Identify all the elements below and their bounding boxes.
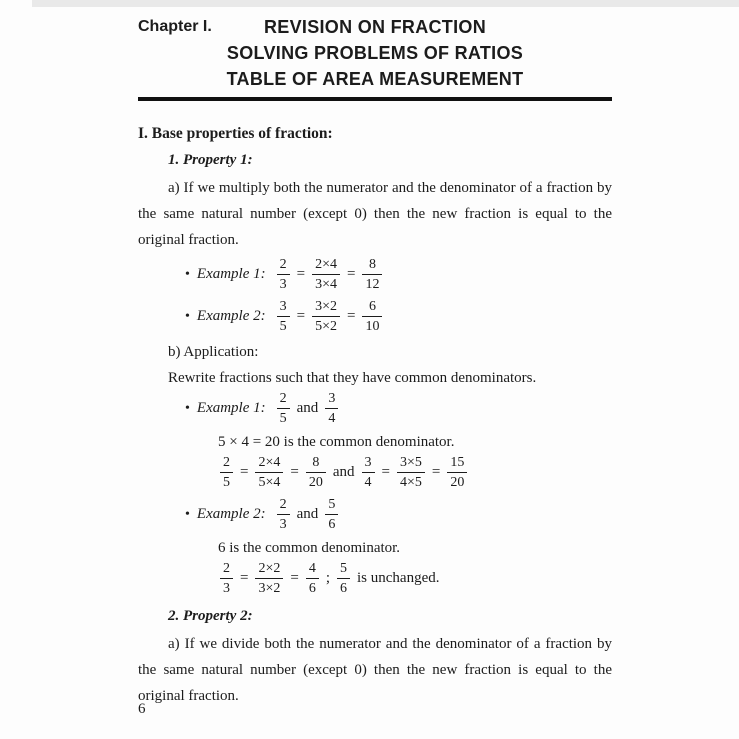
bullet-marker: • — [185, 506, 190, 522]
equation-text: = — [347, 308, 356, 324]
fraction — [306, 454, 326, 491]
fraction — [255, 454, 283, 491]
property1-heading: 1. Property 1: — [168, 151, 253, 168]
fraction-denominator: 5 — [223, 475, 230, 490]
fraction — [255, 560, 283, 597]
equation — [275, 390, 341, 427]
application-example2 — [138, 495, 612, 535]
fraction-denominator: 3 — [223, 581, 230, 596]
equation-text: = — [240, 570, 249, 586]
fraction-denominator: 3×4 — [315, 277, 338, 292]
fraction-numerator: 2×2 — [255, 560, 283, 579]
fraction-numerator: 4 — [306, 560, 319, 579]
application-heading: b) Application: — [168, 343, 259, 360]
fraction — [397, 454, 425, 491]
fraction-denominator: 3×2 — [258, 581, 281, 596]
fraction-denominator: 4 — [328, 411, 336, 426]
fraction-numerator: 3 — [362, 454, 375, 473]
application-example1-equation — [138, 453, 612, 493]
equation-text: = — [240, 464, 249, 480]
equation-text: = — [290, 464, 299, 480]
fraction-denominator: 4 — [364, 475, 372, 490]
equation-text: is unchanged. — [357, 570, 440, 586]
fraction — [277, 390, 290, 427]
fraction — [337, 560, 350, 597]
chapter-label: Chapter I. — [138, 18, 212, 35]
equation-text: = — [290, 570, 299, 586]
fraction-numerator: 3 — [277, 298, 290, 317]
fraction-numerator: 3×2 — [312, 298, 340, 317]
fraction — [325, 496, 338, 533]
title-rule — [138, 97, 612, 101]
fraction-numerator: 2 — [277, 496, 290, 515]
fraction-numerator: 3 — [325, 390, 338, 409]
fraction-numerator: 3×5 — [397, 454, 425, 473]
application-example1 — [138, 389, 612, 429]
fraction-denominator: 12 — [365, 277, 380, 292]
fraction-numerator: 2 — [277, 256, 290, 275]
application-example2-equation — [138, 559, 612, 599]
section-heading: I. Base properties of fraction: — [138, 124, 333, 142]
fraction-numerator: 5 — [325, 496, 338, 515]
equation-text: = — [296, 308, 306, 324]
example-label: Example 1: — [196, 400, 266, 416]
title-line-1: REVISION ON FRACTION — [263, 17, 486, 37]
fraction-denominator: 6 — [308, 581, 316, 596]
equation-text: = — [347, 266, 356, 282]
bullet-marker: • — [185, 308, 190, 324]
fraction — [362, 256, 382, 293]
bullet-marker: • — [185, 400, 190, 416]
equation-text: ; — [325, 570, 331, 586]
example-label: Example 1: — [196, 266, 266, 282]
property2-paragraph-a: a) If we divide both the numerator and the denominator of a fraction by the same natural number (except 0) then the new fraction is equal to the original fraction. — [138, 635, 612, 704]
scan-edge-strip — [32, 0, 739, 7]
equation — [275, 298, 385, 335]
equation — [275, 496, 341, 533]
fraction — [277, 298, 290, 335]
fraction — [325, 390, 338, 427]
fraction-numerator: 2 — [220, 454, 233, 473]
fraction-numerator: 15 — [447, 454, 467, 473]
fraction — [220, 560, 233, 597]
fraction-denominator: 6 — [328, 517, 336, 532]
property1-paragraph-a: a) If we multiply both the numerator and the denominator of a fraction by the same natural number (except 0) then the new fraction is equal to the original fraction. — [138, 179, 612, 248]
fraction-numerator: 2 — [220, 560, 233, 579]
fraction — [306, 560, 319, 597]
fraction-denominator: 3 — [279, 277, 287, 292]
equation-text: = — [381, 464, 390, 480]
common-denominator-note: 5 × 4 = 20 is the common denominator. — [218, 433, 455, 450]
fraction — [220, 454, 233, 491]
equation — [218, 560, 445, 597]
property1-example2 — [138, 297, 612, 337]
fraction — [277, 496, 290, 533]
fraction — [312, 256, 340, 293]
common-denominator-note: 6 is the common denominator. — [218, 539, 401, 556]
fraction — [362, 454, 375, 491]
property1-example1 — [138, 255, 612, 295]
document-page — [138, 14, 612, 709]
fraction-denominator: 6 — [340, 581, 348, 596]
fraction-denominator: 4×5 — [399, 475, 422, 490]
fraction-denominator: 5×2 — [315, 319, 338, 334]
fraction-denominator: 20 — [308, 475, 323, 490]
fraction-denominator: 5 — [279, 319, 287, 334]
bullet-marker: • — [185, 266, 190, 282]
example-label: Example 2: — [196, 506, 266, 522]
fraction — [362, 298, 382, 335]
fraction — [447, 454, 467, 491]
fraction-numerator: 2 — [277, 390, 290, 409]
equation-text: and — [296, 506, 319, 522]
title-line-2: SOLVING PROBLEMS OF RATIOS — [226, 43, 524, 63]
fraction-numerator: 8 — [362, 256, 382, 275]
fraction-numerator: 5 — [337, 560, 350, 579]
fraction-numerator: 2×4 — [312, 256, 340, 275]
example-label: Example 2: — [196, 308, 266, 324]
fraction-denominator: 5×4 — [258, 475, 281, 490]
fraction-denominator: 20 — [450, 475, 465, 490]
property2-heading: 2. Property 2: — [168, 607, 253, 624]
application-text: Rewrite fractions such that they have common denominators. — [168, 369, 537, 386]
fraction — [277, 256, 290, 293]
equation — [218, 454, 469, 491]
page-number: 6 — [138, 701, 146, 717]
chapter-header — [138, 14, 612, 101]
fraction-numerator: 2×4 — [255, 454, 283, 473]
fraction-numerator: 6 — [362, 298, 382, 317]
equation-text: = — [296, 266, 306, 282]
fraction — [312, 298, 340, 335]
equation-text: = — [431, 464, 441, 480]
fraction-numerator: 8 — [306, 454, 326, 473]
fraction-denominator: 3 — [279, 517, 287, 532]
equation-text: and — [296, 400, 319, 416]
equation-text: and — [332, 464, 355, 480]
title-line-3: TABLE OF AREA MEASUREMENT — [226, 69, 524, 89]
fraction-denominator: 10 — [365, 319, 380, 334]
fraction-denominator: 5 — [279, 411, 287, 426]
equation — [275, 256, 385, 293]
